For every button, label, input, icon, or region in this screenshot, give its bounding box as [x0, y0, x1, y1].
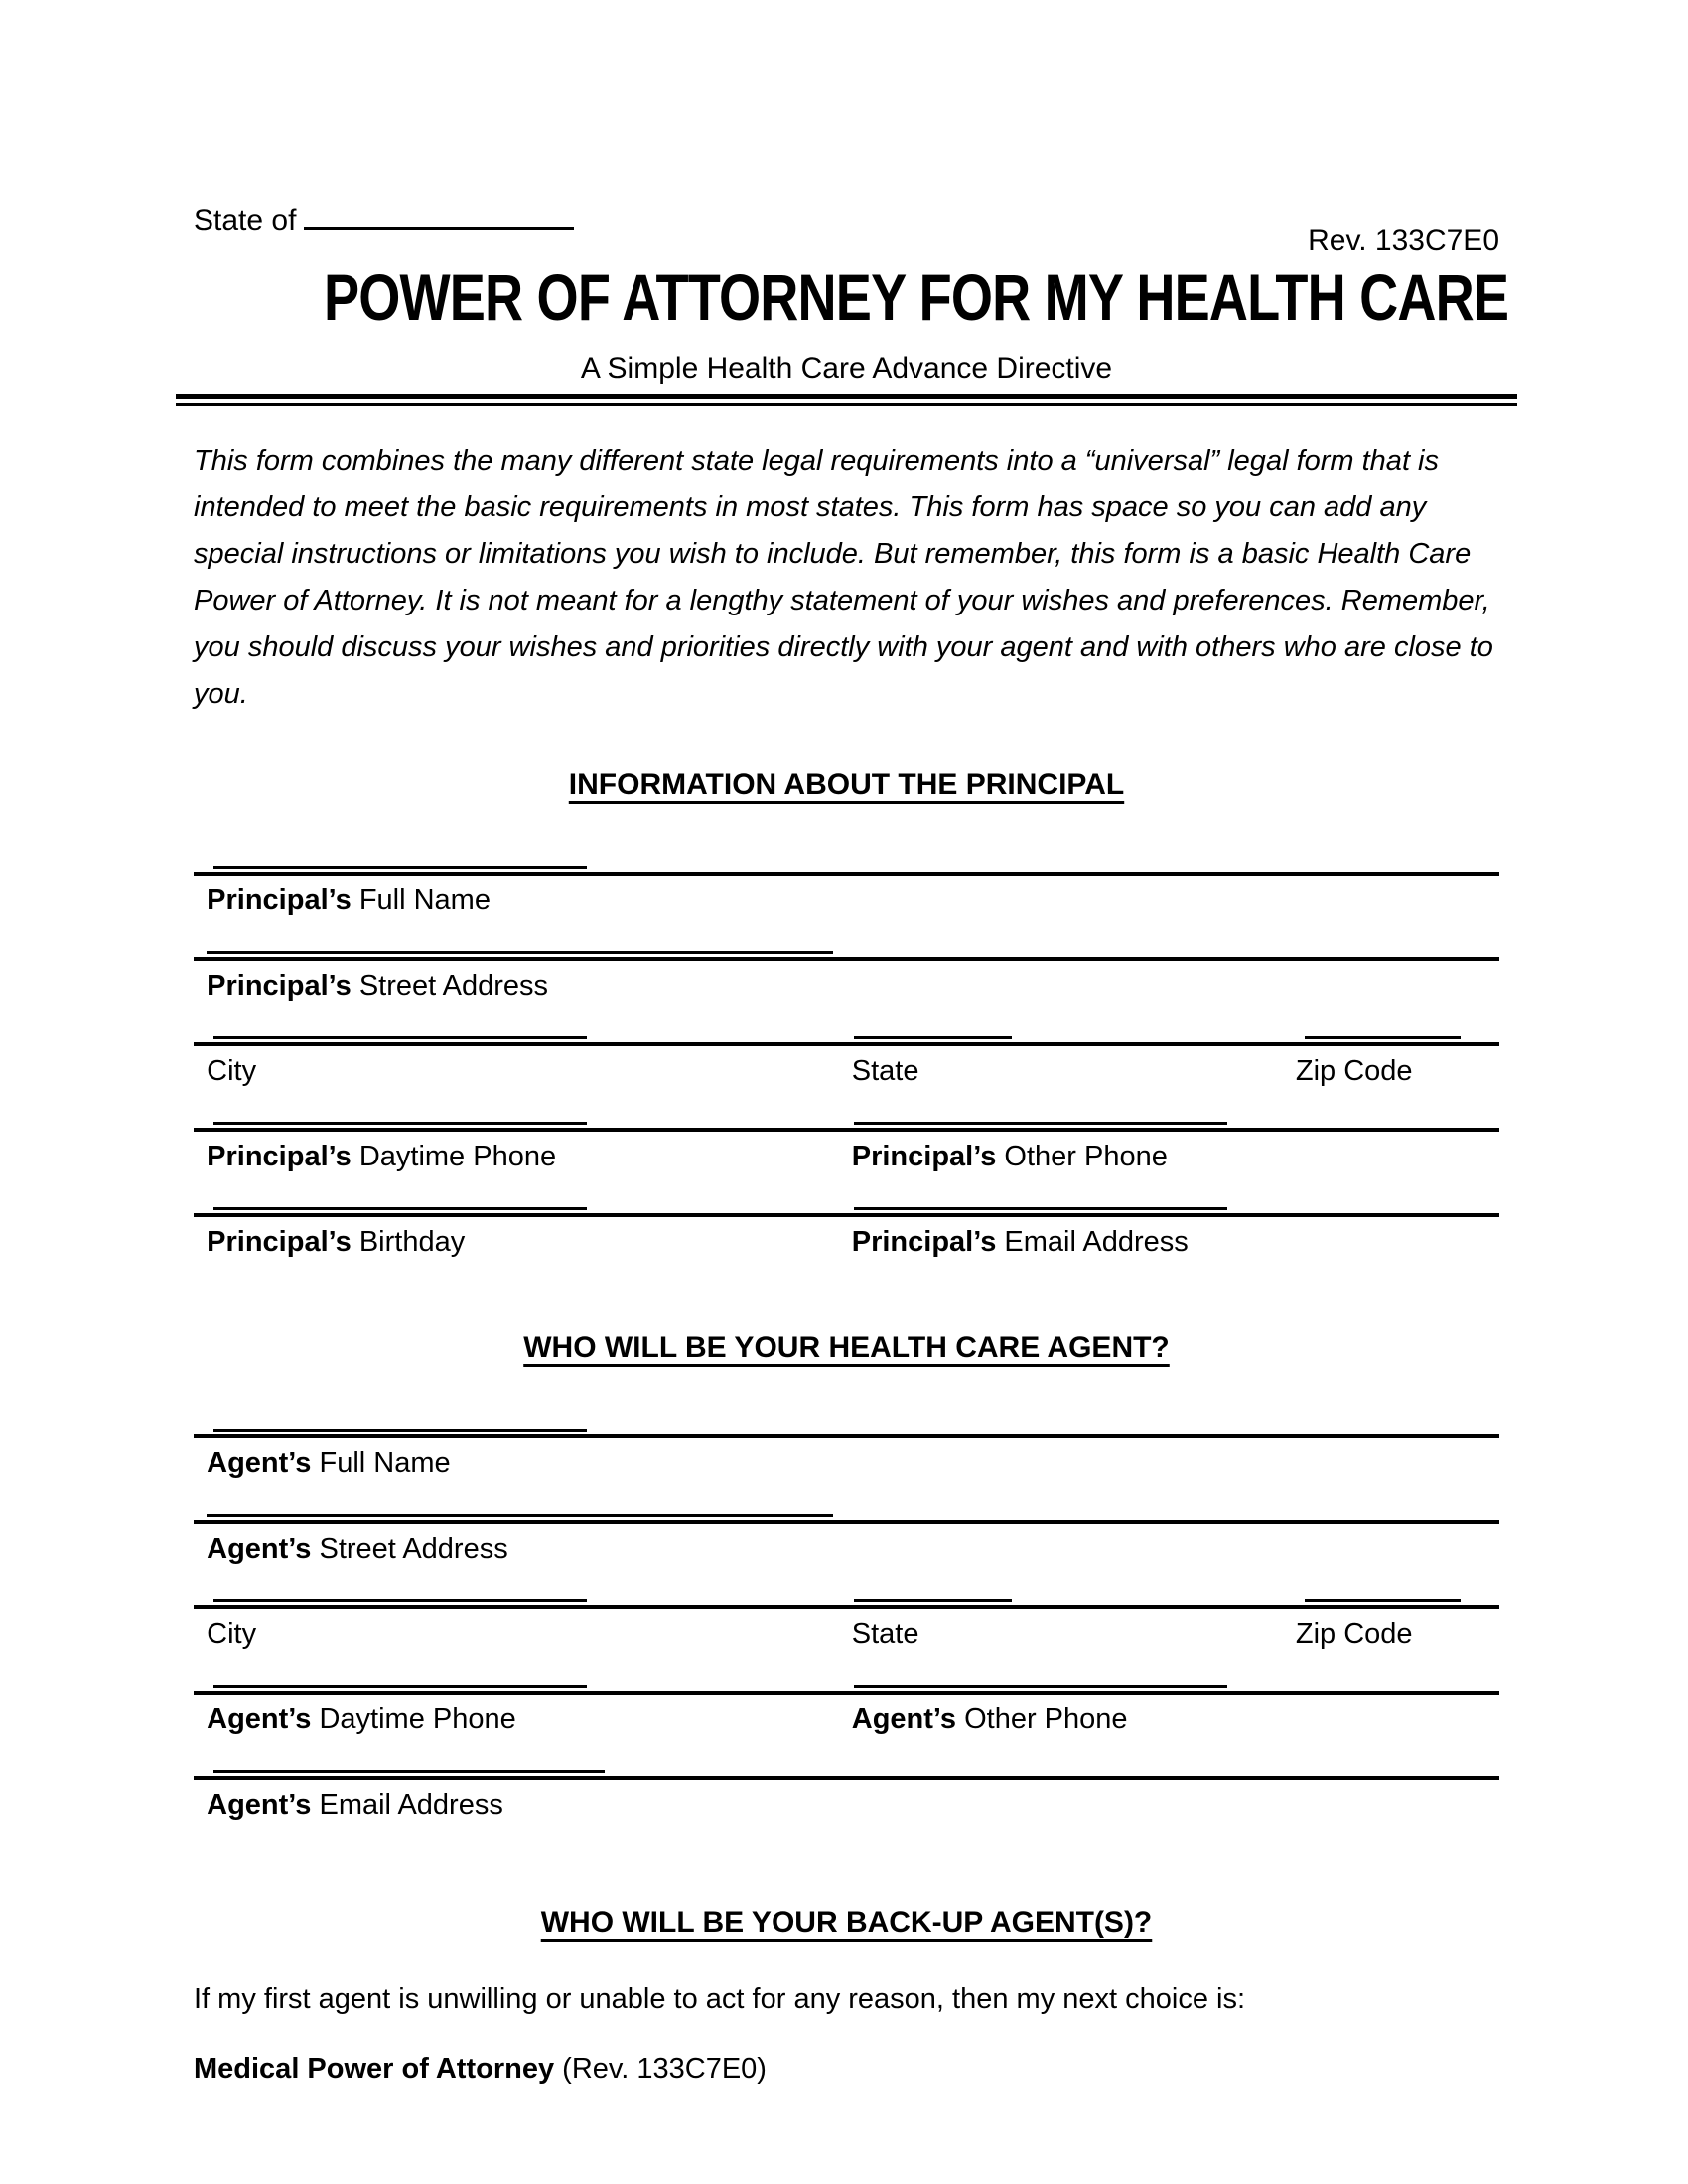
- state-of-field: [194, 205, 574, 238]
- agent-city-state-zip-row: [194, 1589, 1499, 1655]
- agent-daytime-phone-blank-underscore: [213, 1685, 587, 1688]
- principal-birthday-email-row: [194, 1197, 1499, 1263]
- agent-zip-label: Zip Code: [1295, 1618, 1413, 1650]
- principal-street-address-write-line[interactable]: [194, 941, 1499, 961]
- page-footer: [194, 2053, 767, 2086]
- revision-text: Rev. 133C7E0: [1308, 224, 1499, 257]
- agent-city-label: City: [207, 1618, 257, 1650]
- principal-birthday-email-write-line[interactable]: [194, 1197, 1499, 1217]
- principal-city-state-zip-row: [194, 1026, 1499, 1092]
- agent-email-write-line[interactable]: [194, 1760, 1499, 1780]
- agent-other-phone-label: Agent’s Other Phone: [851, 1704, 1128, 1735]
- intro-paragraph: This form combines the many different state legal requirements into a “universal” legal form that is intended to meet the basic requirements in most states. This form has space so you can add any special instructions or limitations you wish to include. But remember, this form is a basic Health Care Power of Attorney. It is not meant for a lengthy statement of your wishes and preferences. Remember, you should discuss your wishes and priorities directly with your agent and with others who are close to you.: [194, 445, 1493, 710]
- page-subtitle: A Simple Health Care Advance Directive: [580, 352, 1113, 385]
- principal-email-blank-underscore: [854, 1207, 1227, 1210]
- agent-fields: [194, 1419, 1499, 1826]
- agent-phones-row: [194, 1675, 1499, 1740]
- agent-street-address-write-line[interactable]: [194, 1504, 1499, 1524]
- agent-email-row: [194, 1760, 1499, 1826]
- backup-intro-text: If my first agent is unwilling or unable to act for any reason, then my next choice is:: [194, 1983, 1246, 2015]
- principal-city-blank-underscore: [213, 1036, 587, 1039]
- agent-email-label: Agent’s Email Address: [207, 1789, 503, 1821]
- principal-full-name-label: Principal’s Full Name: [207, 885, 491, 916]
- principal-email-label: Principal’s Email Address: [851, 1226, 1189, 1258]
- agent-city-blank-underscore: [213, 1599, 587, 1602]
- principal-full-name-write-line[interactable]: [194, 856, 1499, 876]
- agent-state-blank-underscore: [854, 1599, 1012, 1602]
- principal-phones-row: [194, 1112, 1499, 1177]
- principal-birthday-blank-underscore: [213, 1207, 587, 1210]
- principal-birthday-label: Principal’s Birthday: [207, 1226, 466, 1258]
- principal-daytime-phone-blank-underscore: [213, 1122, 587, 1125]
- agent-full-name-label: Agent’s Full Name: [207, 1447, 451, 1479]
- page-header: [194, 0, 1499, 264]
- principal-state-blank-underscore: [854, 1036, 1012, 1039]
- agent-phones-write-line[interactable]: [194, 1675, 1499, 1695]
- section-heading-backup: WHO WILL BE YOUR BACK-UP AGENT(S)?: [540, 1906, 1153, 1939]
- agent-full-name-blank-underscore: [213, 1429, 587, 1432]
- principal-zip-blank-underscore: [1305, 1036, 1460, 1039]
- principal-daytime-phone-label: Principal’s Daytime Phone: [207, 1141, 557, 1172]
- principal-city-label: City: [207, 1055, 257, 1087]
- principal-other-phone-label: Principal’s Other Phone: [851, 1141, 1168, 1172]
- footer-revision: (Rev. 133C7E0): [562, 2053, 767, 2085]
- page-title: [194, 260, 1509, 348]
- principal-other-phone-blank-underscore: [854, 1122, 1227, 1125]
- agent-zip-blank-underscore: [1305, 1599, 1460, 1602]
- principal-street-address-row: [194, 941, 1499, 1007]
- principal-state-label: State: [851, 1055, 919, 1087]
- agent-street-address-blank-underscore: [207, 1514, 833, 1517]
- agent-street-address-row: [194, 1504, 1499, 1570]
- principal-city-state-zip-write-line[interactable]: [194, 1026, 1499, 1046]
- principal-full-name-row: [194, 856, 1499, 921]
- principal-full-name-blank-underscore: [213, 866, 587, 869]
- agent-email-blank-underscore: [213, 1770, 606, 1773]
- principal-street-address-blank-underscore: [207, 951, 833, 954]
- state-of-blank[interactable]: [304, 226, 574, 230]
- principal-street-address-label: Principal’s Street Address: [207, 970, 549, 1002]
- principal-phones-write-line[interactable]: [194, 1112, 1499, 1132]
- state-of-label: State of: [194, 205, 297, 237]
- agent-state-label: State: [851, 1618, 919, 1650]
- footer-title: Medical Power of Attorney: [194, 2053, 555, 2085]
- agent-daytime-phone-label: Agent’s Daytime Phone: [207, 1704, 516, 1735]
- title-double-rule: [176, 394, 1517, 406]
- agent-full-name-write-line[interactable]: [194, 1419, 1499, 1438]
- title-rule-top: [176, 394, 1517, 399]
- agent-city-state-zip-write-line[interactable]: [194, 1589, 1499, 1609]
- page-content: [194, 0, 1509, 2016]
- section-heading-principal: INFORMATION ABOUT THE PRINCIPAL: [568, 768, 1125, 801]
- agent-other-phone-blank-underscore: [854, 1685, 1227, 1688]
- title-rule-bottom: [176, 403, 1517, 406]
- page-title-text: POWER OF ATTORNEY FOR MY HEALTH CARE: [323, 260, 1509, 334]
- agent-full-name-row: [194, 1419, 1499, 1484]
- principal-fields: [194, 856, 1499, 1263]
- agent-street-address-label: Agent’s Street Address: [207, 1533, 508, 1565]
- section-heading-agent: WHO WILL BE YOUR HEALTH CARE AGENT?: [523, 1331, 1170, 1364]
- principal-zip-label: Zip Code: [1295, 1055, 1413, 1087]
